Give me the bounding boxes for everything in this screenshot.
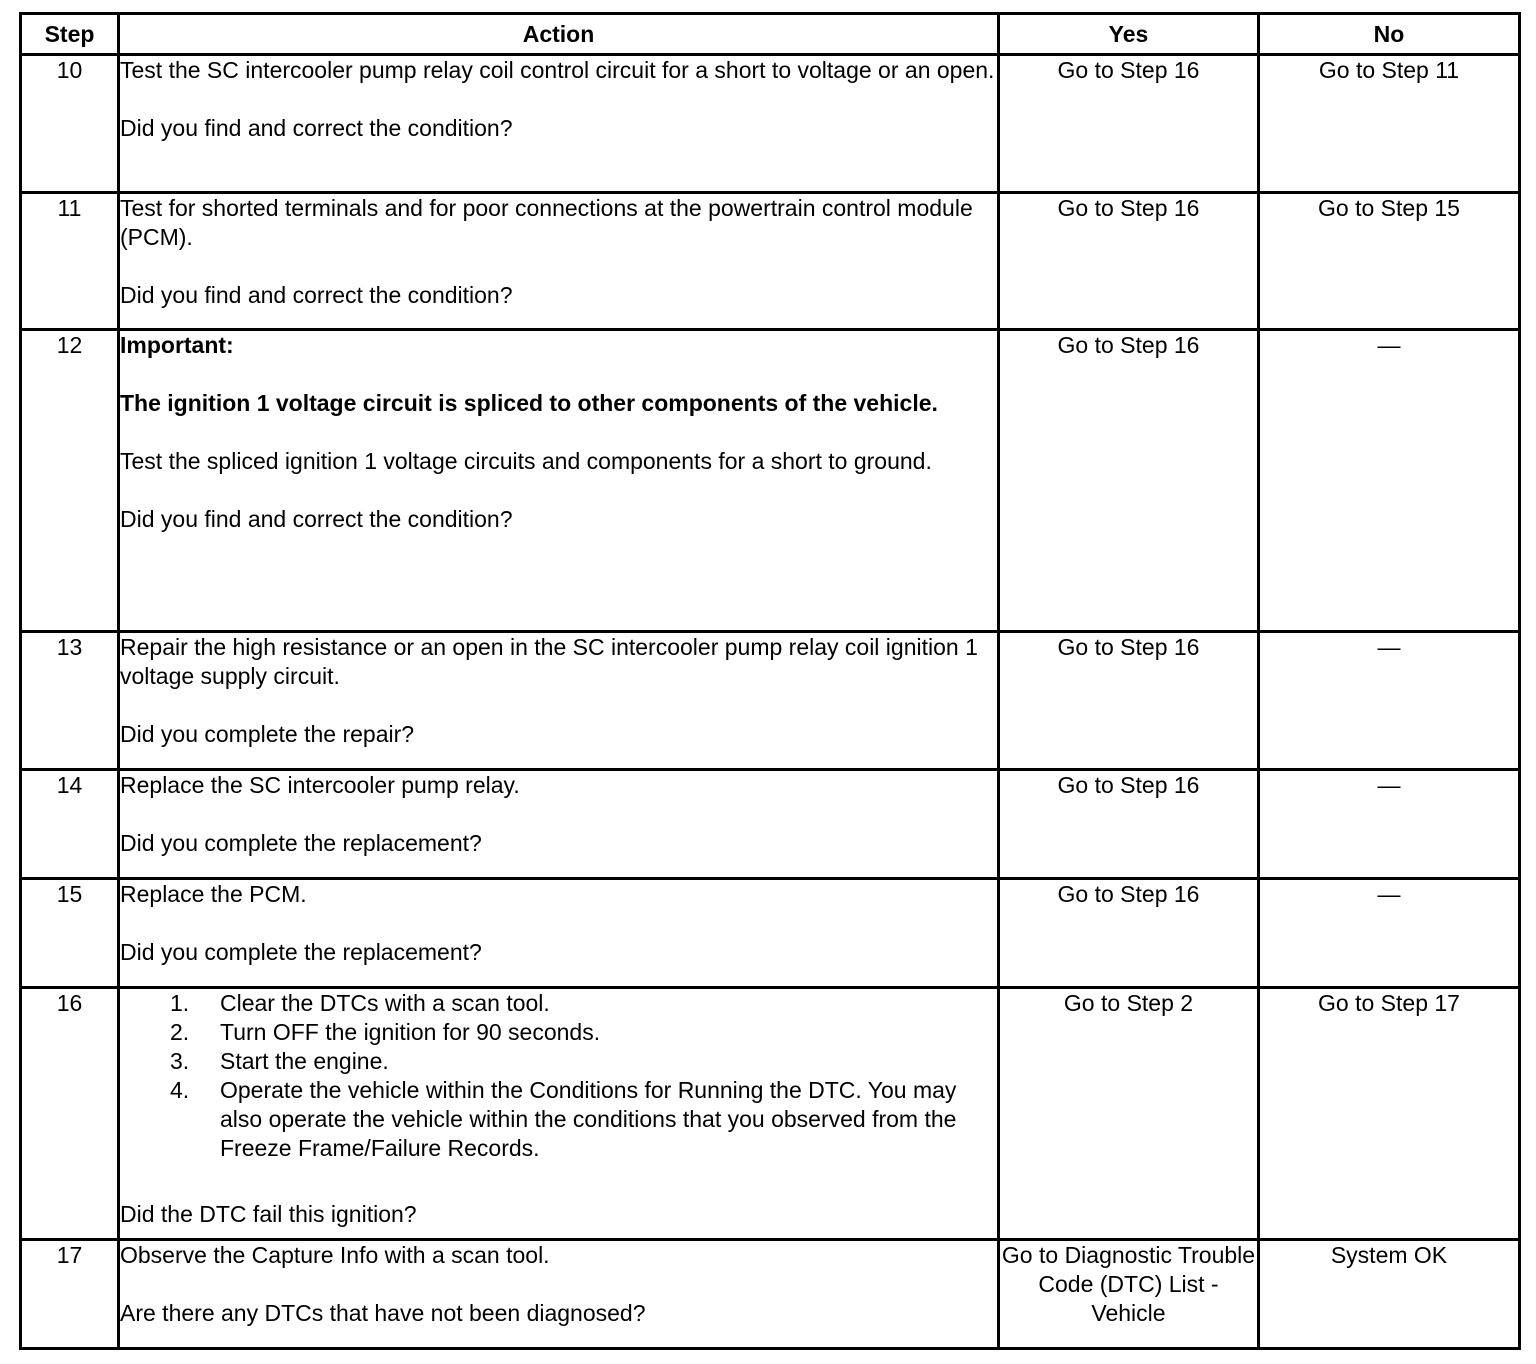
important-text: The ignition 1 voltage circuit is spliced to other components of the vehicle. [120,390,938,416]
action-text: Observe the Capture Info with a scan tool. [120,1242,550,1268]
yes-cell: Go to Step 16 [999,330,1259,632]
yes-cell: Go to Step 16 [999,879,1259,988]
yes-cell: Go to Diagnostic Trouble Code (DTC) List - Vehicle [999,1240,1259,1349]
no-cell: Go to Step 15 [1259,193,1520,330]
header-action: Action [119,14,999,55]
action-cell [119,55,999,193]
step-number: 10 [21,55,119,193]
action-cell [119,770,999,879]
action-text: Test the spliced ignition 1 voltage circuits and components for a short to ground. [120,448,932,474]
no-cell: Go to Step 11 [1259,55,1520,193]
header-row [21,14,1520,55]
procedure-list [120,989,997,1163]
no-cell: Go to Step 17 [1259,988,1520,1240]
step-number: 14 [21,770,119,879]
table-row [21,770,1520,879]
action-cell [119,330,999,632]
yes-cell: Go to Step 16 [999,193,1259,330]
step-number: 11 [21,193,119,330]
header-no: No [1259,14,1520,55]
list-item: 3. Start the engine. [170,1048,389,1074]
table-row [21,988,1520,1240]
step-number: 12 [21,330,119,632]
action-question: Did you complete the replacement? [120,939,482,965]
yes-cell: Go to Step 2 [999,988,1259,1240]
action-text: Replace the PCM. [120,881,307,907]
step-number: 16 [21,988,119,1240]
yes-cell: Go to Step 16 [999,55,1259,193]
action-question: Did you find and correct the condition? [120,506,513,532]
yes-cell: Go to Step 16 [999,632,1259,770]
table-row [21,330,1520,632]
yes-cell: Go to Step 16 [999,770,1259,879]
table-row [21,879,1520,988]
action-question: Are there any DTCs that have not been diagnosed? [120,1300,646,1326]
action-cell [119,632,999,770]
no-cell: System OK [1259,1240,1520,1349]
important-label: Important: [120,332,234,358]
table-row [21,193,1520,330]
step-number: 13 [21,632,119,770]
list-item: 1. Clear the DTCs with a scan tool. [170,990,550,1016]
action-question: Did you complete the repair? [120,721,415,747]
action-question: Did the DTC fail this ignition? [120,1201,417,1227]
diagnostic-table [19,12,1521,1350]
action-cell [119,1240,999,1349]
action-question: Did you find and correct the condition? [120,115,513,141]
no-cell: — [1259,879,1520,988]
action-text: Replace the SC intercooler pump relay. [120,772,520,798]
table-row [21,55,1520,193]
header-yes: Yes [999,14,1259,55]
no-cell: — [1259,330,1520,632]
no-cell: — [1259,632,1520,770]
action-text: Test the SC intercooler pump relay coil control circuit for a short to voltage or an open. [120,57,995,83]
action-question: Did you find and correct the condition? [120,282,513,308]
no-cell: — [1259,770,1520,879]
action-text: Test for shorted terminals and for poor connections at the powertrain control module (PCM). [120,195,973,250]
action-cell [119,879,999,988]
header-step: Step [21,14,119,55]
action-cell [119,988,999,1240]
action-cell [119,193,999,330]
list-item: 4. Operate the vehicle within the Conditions for Running the DTC. You may also operate the vehicle within the conditions that you observed from the Freeze Frame/Failure Records. [170,1077,957,1161]
table-row [21,1240,1520,1349]
table-row [21,632,1520,770]
action-question: Did you complete the replacement? [120,830,482,856]
step-number: 17 [21,1240,119,1349]
action-text: Repair the high resistance or an open in the SC intercooler pump relay coil ignition 1 voltage supply circuit. [120,634,978,689]
step-number: 15 [21,879,119,988]
list-item: 2. Turn OFF the ignition for 90 seconds. [170,1019,601,1045]
